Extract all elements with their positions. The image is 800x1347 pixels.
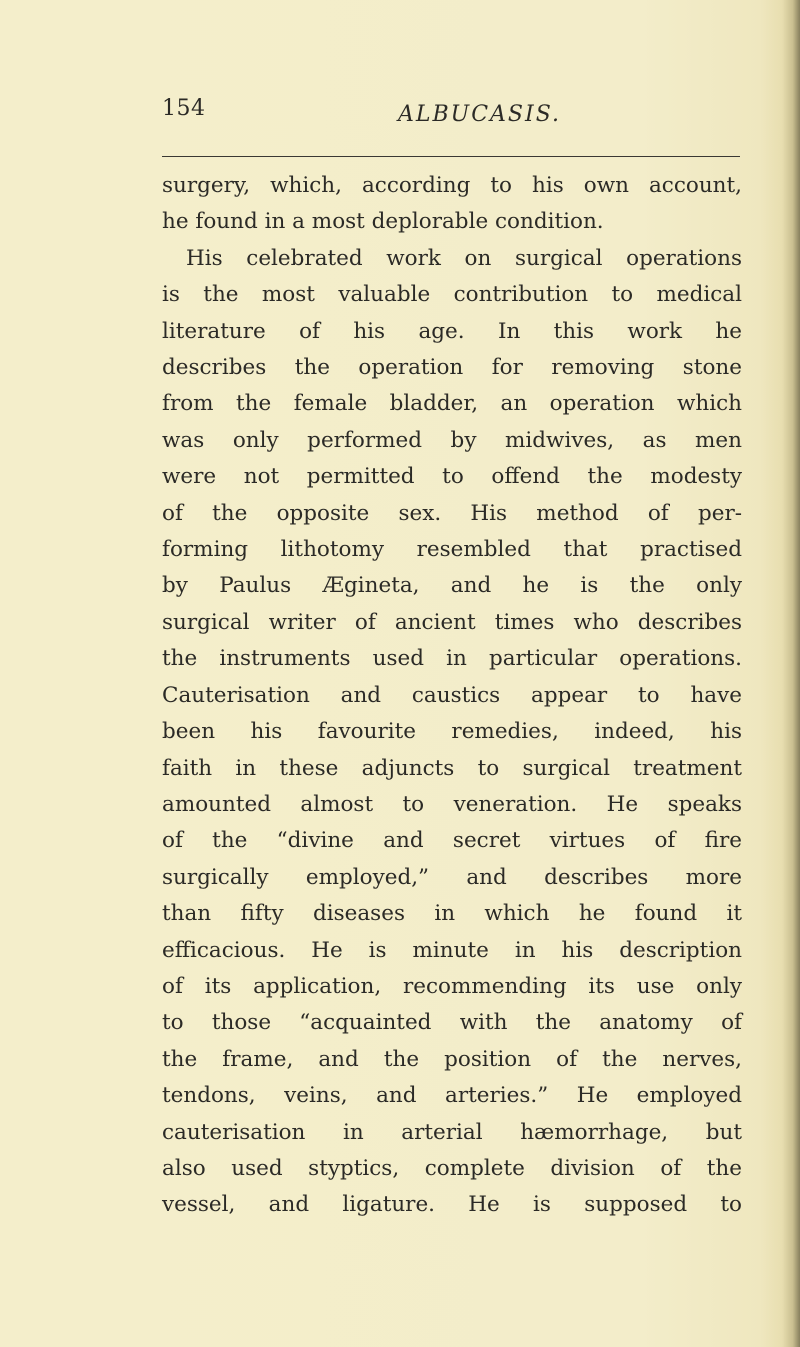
- text-line: forming lithotomy resembled that practised: [162, 537, 742, 563]
- header-rule: [162, 156, 740, 157]
- text-line: describes the operation for removing stone: [162, 355, 742, 381]
- page-edge-shadow: [782, 0, 800, 1347]
- text-line: vessel, and ligature. He is supposed to: [162, 1192, 742, 1218]
- text-line: surgery, which, according to his own account,: [162, 173, 742, 198]
- text-line: been his favourite remedies, indeed, his: [162, 719, 742, 745]
- text-line: by Paulus Ægineta, and he is the only: [162, 573, 742, 599]
- text-line: of the opposite sex. His method of per-: [162, 500, 742, 526]
- text-line: cauterisation in arterial hæmorrhage, but: [162, 1119, 742, 1145]
- text-line: faith in these adjuncts to surgical treatment: [162, 755, 742, 781]
- text-line: was only performed by midwives, as men: [162, 427, 742, 453]
- body-text: [162, 168, 742, 1224]
- text-line: surgically employed,” and describes more: [162, 864, 742, 890]
- text-line: of the “divine and secret virtues of fire: [162, 828, 742, 854]
- text-line: he found in a most deplorable condition.: [162, 209, 604, 235]
- text-line: His celebrated work on surgical operations: [186, 245, 742, 271]
- text-line: literature of his age. In this work he: [162, 318, 742, 344]
- text-line: to those “acquainted with the anatomy of: [162, 1010, 742, 1036]
- page-header: [162, 96, 742, 136]
- running-title: ALBUCASIS.: [398, 102, 561, 127]
- text-line: the frame, and the position of the nerves,: [162, 1046, 742, 1072]
- text-line: also used styptics, complete division of the: [162, 1155, 742, 1181]
- text-line: were not permitted to offend the modesty: [162, 464, 742, 490]
- text-line: surgical writer of ancient times who describes: [162, 609, 742, 635]
- text-line: Cauterisation and caustics appear to have: [162, 682, 742, 708]
- text-line: efficacious. He is minute in his description: [162, 937, 742, 963]
- text-line: amounted almost to veneration. He speaks: [162, 791, 742, 817]
- page-number: 154: [162, 96, 206, 121]
- text-line: of its application, recommending its use only: [162, 973, 742, 999]
- text-line: is the most valuable contribution to medical: [162, 282, 742, 308]
- text-line: from the female bladder, an operation which: [162, 391, 742, 417]
- text-line: than fifty diseases in which he found it: [162, 901, 742, 927]
- text-line: the instruments used in particular operations.: [162, 646, 742, 672]
- text-line: tendons, veins, and arteries.” He employed: [162, 1083, 742, 1109]
